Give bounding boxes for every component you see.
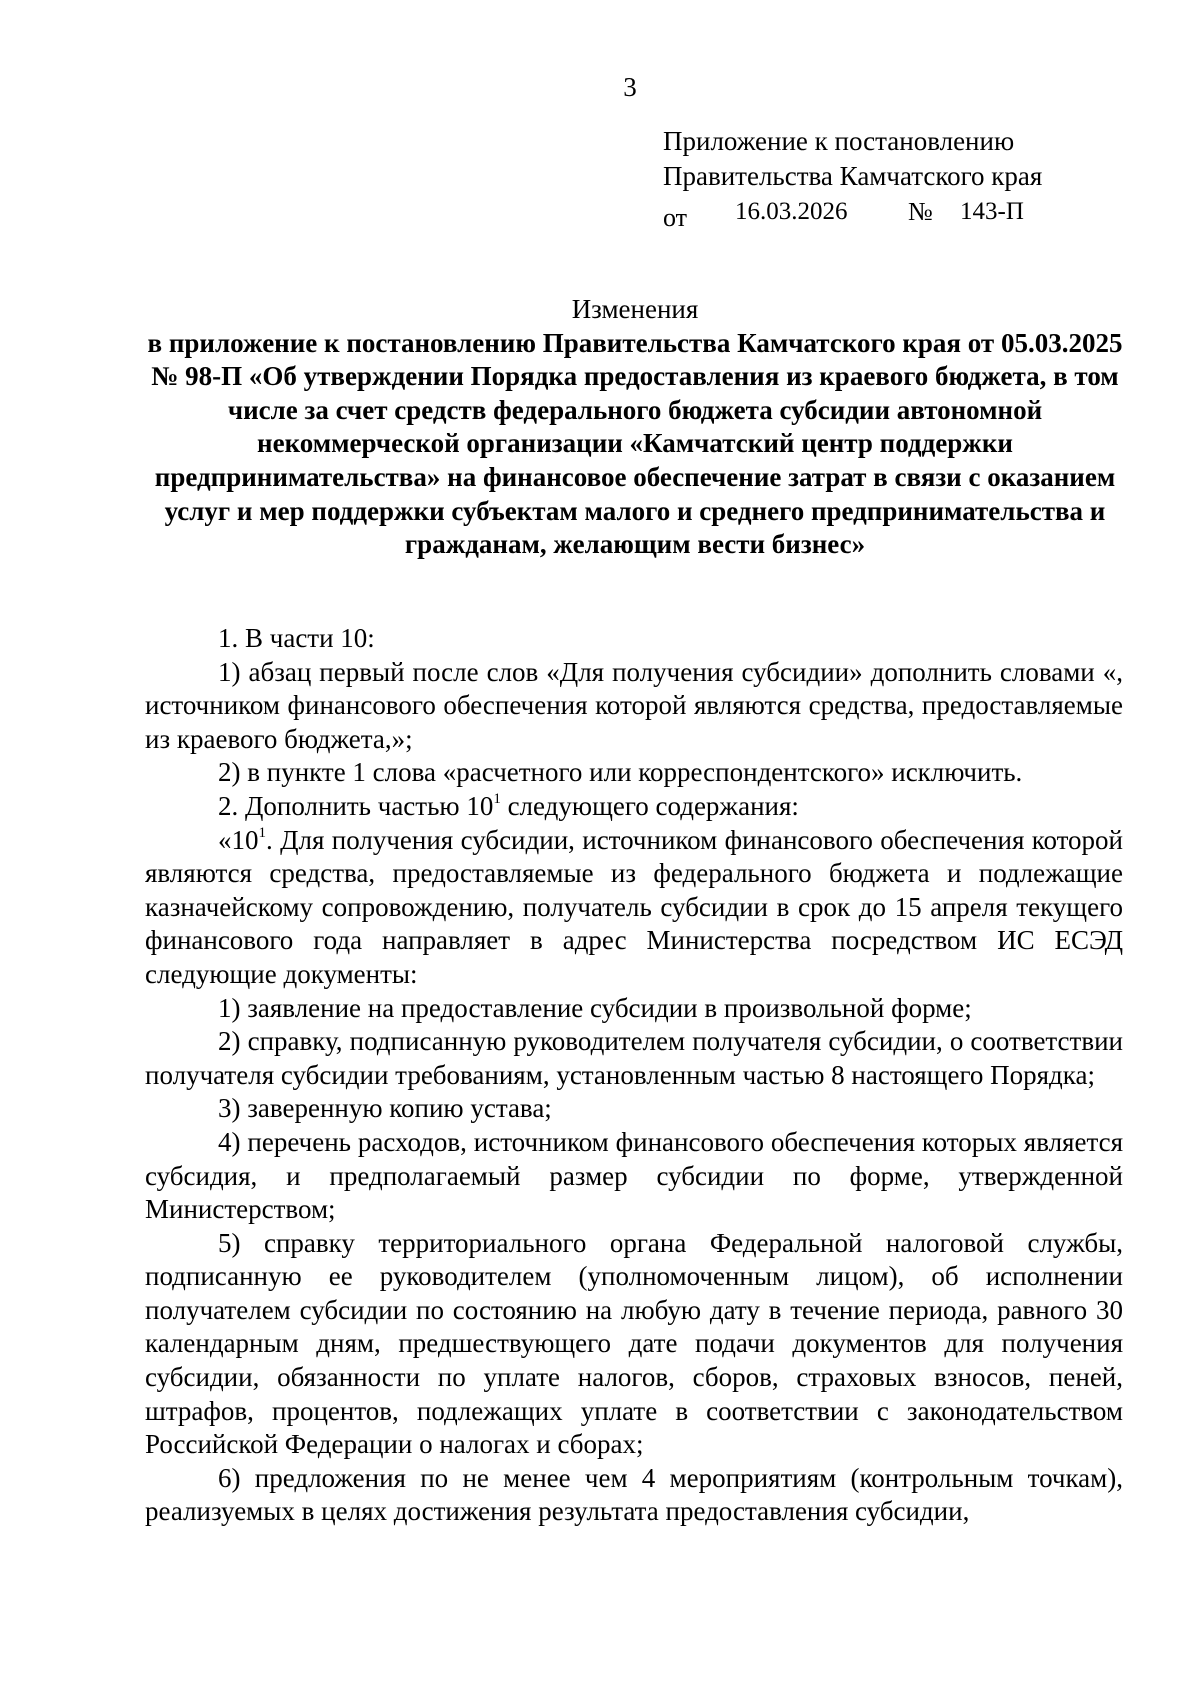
paragraph: 6) предложения по не менее чем 4 мероприятиям (контрольным точкам), реализуемых в целях достижения результата предоставления субсидии,	[145, 1462, 1123, 1527]
text-run: . Для получения субсидии, источником финансового обеспечения которой являются средства, предоставляемые из федерального бюджета и подлежащие казначейскому сопровождению, получатель субсидии в срок до 15 апреля текущего финансового года направляет в адрес Министерства посредством ИС ЕСЭД следующие документы:	[145, 824, 1123, 989]
document-body	[145, 622, 1123, 1529]
from-label: от	[663, 203, 688, 232]
resolution-number: 143-П	[960, 198, 1024, 225]
document-title	[145, 293, 1125, 562]
superscript: 1	[258, 824, 266, 841]
paragraph: 5) справку территориального органа Федеральной налоговой службы, подписанную ее руководителем (уполномоченным лицом), об исполнении получателем субсидии по состоянию на любую дату в течение периода, равного 30 календарным дням, предшествующего дате подачи документов для получения субсидии, обязанности по уплате налогов, сборов, страховых взносов, пеней, штрафов, процентов, подлежащих уплате в соответствии с законодательством Российской Федерации о налогах и сборах;	[145, 1227, 1123, 1460]
title-subtitle: в приложение к постановлению Правительства Камчатского края от 05.03.2025 № 98-П «Об утверждении Порядка предоставления из краевого бюджета, в том числе за счет средств федерального бюджета субсидии автономной некоммерческой организации «Камчатский центр поддержки предпринимательства» на финансовое обеспечение затрат в связи с оказанием услуг и мер поддержки субъектам малого и среднего предпринимательства и гражданам, желающим вести бизнес»	[147, 327, 1123, 560]
paragraph: 2) в пункте 1 слова «расчетного или корреспондентского» исключить.	[218, 757, 1023, 788]
text-run: следующего содержания:	[500, 790, 799, 821]
appendix-line-2: Правительства Камчатского края	[663, 161, 1043, 191]
paragraph: 1) абзац первый после слов «Для получения субсидии» дополнить словами «, источником финансового обеспечения которой являются средства, предоставляемые из краевого бюджета,»;	[145, 656, 1123, 754]
number-label: №	[908, 197, 933, 226]
appendix-meta	[663, 194, 1042, 232]
appendix-line-1: Приложение к постановлению	[663, 126, 1015, 156]
page-number: 3	[623, 72, 637, 102]
paragraph: 1. В части 10:	[218, 623, 375, 653]
paragraph: 4) перечень расходов, источником финансового обеспечения которых является субсидия, и предполагаемый размер субсидии по форме, утвержденной Министерством;	[145, 1126, 1123, 1225]
appendix-header	[663, 124, 1043, 232]
paragraph	[145, 790, 1123, 824]
title-heading: Изменения	[571, 294, 699, 324]
paragraph: 2) справку, подписанную руководителем получателя субсидии, о соответствии получателя субсидии требованиям, установленным частью 8 настоящего Порядка;	[145, 1026, 1123, 1090]
resolution-date: 16.03.2026	[735, 198, 848, 225]
paragraph: 1) заявление на предоставление субсидии в произвольной форме;	[218, 992, 972, 1023]
paragraph	[145, 824, 1123, 992]
text-run: 2. Дополнить частью 10	[218, 790, 494, 821]
text-run: «10	[218, 824, 259, 855]
superscript: 1	[493, 790, 501, 807]
paragraph: 3) заверенную копию устава;	[218, 1093, 552, 1124]
